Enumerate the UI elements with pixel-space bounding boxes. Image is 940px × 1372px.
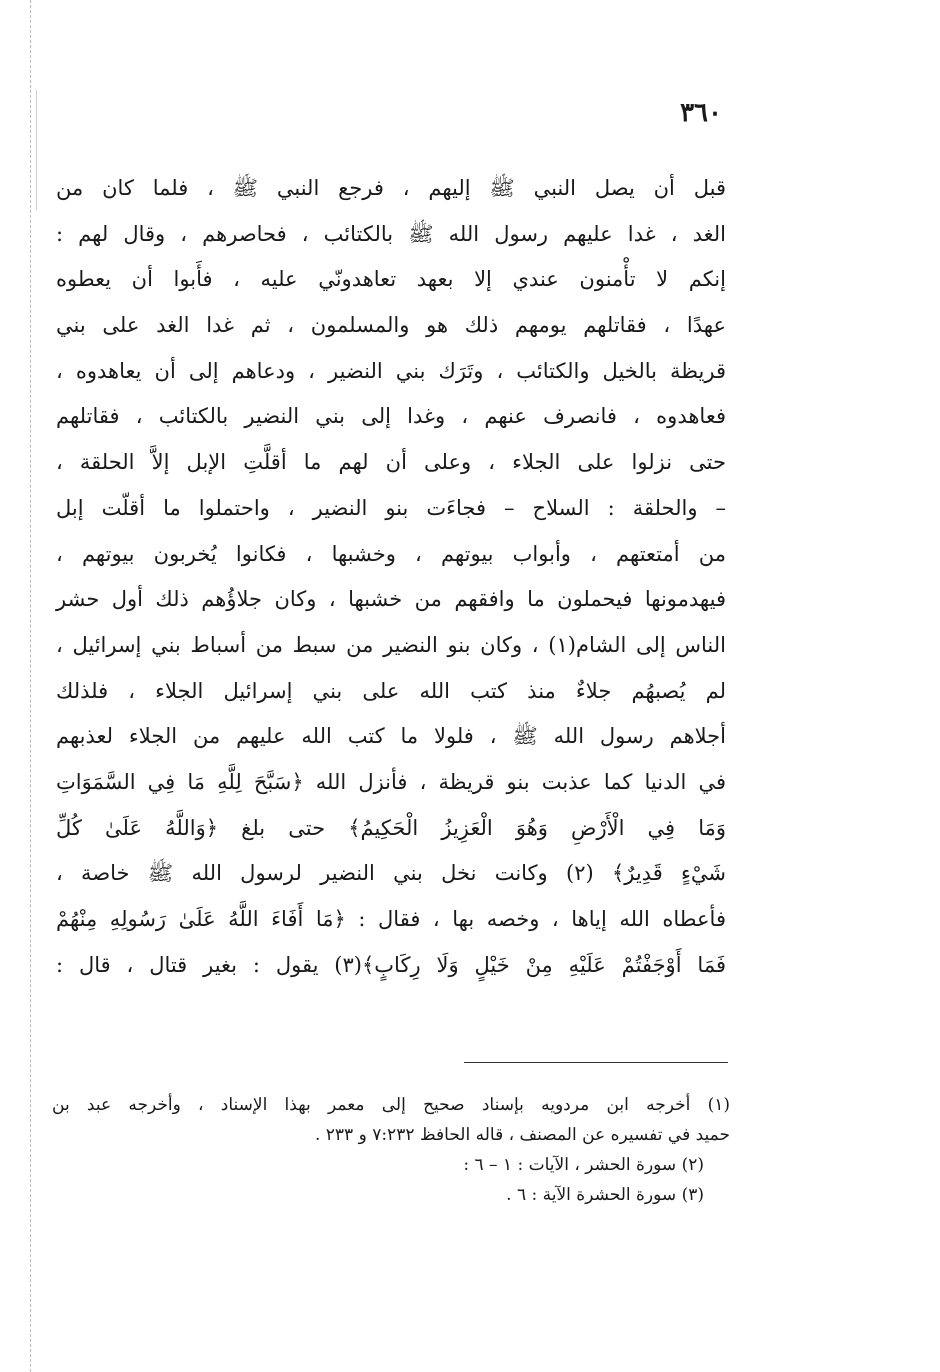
body-line: فيهدمونها فيحملون ما وافقهم من خشبها ، وكان جلاؤُهم ذلك أول حشر xyxy=(56,587,726,612)
footnotes xyxy=(52,1090,730,1210)
footnote-separator xyxy=(464,1062,728,1063)
footnote-3: (٣) سورة الحشرة الآية : ٦ . xyxy=(506,1185,704,1205)
body-line: شَيْءٍ قَدِيرٌ﴾ (٢) وكانت نخل بني النضير لرسول الله ﷺ خاصة ، xyxy=(56,861,726,886)
body-line: فأعطاه الله إياها ، وخصه بها ، فقال : ﴿مَا أَفَاءَ اللَّهُ عَلَىٰ رَسُولِهِ مِنْهُمْ xyxy=(56,907,726,931)
body-line: – والحلقة : السلاح – فجاءَت بنو النضير ، واحتملوا ما أقلّت إبل xyxy=(56,495,726,520)
body-line: أجلاهم رسول الله ﷺ ، فلولا ما كتب الله عليهم من الجلاء لعذبهم xyxy=(56,724,726,749)
body-text xyxy=(56,166,726,988)
body-line: فعاهدوه ، فانصرف عنهم ، وغدا إلى بني النضير بالكتائب ، فقاتلهم xyxy=(56,404,726,429)
body-line: لم يُصبهُم جلاءٌ منذ كتب الله على بني إسرائيل الجلاء ، فلذلك xyxy=(56,678,726,703)
footnote-1-line-2: حميد في تفسيره عن المصنف ، قاله الحافظ ٧:٢٣٢ و ٢٣٣ . xyxy=(314,1125,730,1145)
scan-edge-line xyxy=(30,0,31,1372)
body-line: في الدنيا كما عذبت بنو قريظة ، فأنزل الله ﴿سَبَّحَ لِلَّهِ مَا فِي السَّمَوَاتِ xyxy=(56,769,726,794)
body-line: الناس إلى الشام(١) ، وكان بنو النضير من سبط من أسباط بني إسرائيل ، xyxy=(56,632,727,657)
body-line: وَمَا فِي الْأَرْضِ وَهُوَ الْعَزِيزُ الْحَكِيمُ﴾ حتى بلغ ﴿وَاللَّهُ عَلَىٰ كُلِّ xyxy=(56,815,726,840)
page-number: ٣٦٠ xyxy=(680,98,722,128)
footnote-2: (٢) سورة الحشر ، الآيات : ١ – ٦ : xyxy=(463,1155,704,1175)
body-line: حتى نزلوا على الجلاء ، وعلى أن لهم ما أقلَّتِ الإبل إلاَّ الحلقة ، xyxy=(56,450,726,475)
body-line: الغد ، غدا عليهم رسول الله ﷺ بالكتائب ، فحاصرهم ، وقال لهم : xyxy=(56,221,726,246)
body-line: قبل أن يصل النبي ﷺ إليهم ، فرجع النبي ﷺ ، فلما كان من xyxy=(56,176,726,200)
body-line: قريظة بالخيل والكتائب ، وتَرَك بني النضير ، ودعاهم إلى أن يعاهدوه ، xyxy=(56,358,726,383)
body-line: عهدًا ، فقاتلهم يومهم ذلك هو والمسلمون ، ثم غدا الغد على بني xyxy=(56,313,726,338)
body-line: فَمَا أَوْجَفْتُمْ عَلَيْهِ مِنْ خَيْلٍ وَلَا رِكَابٍ﴾(٣) يقول : بغير قتال ، قال : xyxy=(56,952,726,977)
scan-edge-mark xyxy=(36,90,37,210)
body-line: إنكم لا تأْمنون عندي إلا بعهد تعاهدونّي عليه ، فأَبوا أن يعطوه xyxy=(56,267,726,292)
footnote-1-line-1: (١) أخرجه ابن مردويه بإسناد صحيح إلى معمر بهذا الإسناد ، وأخرجه عبد بن xyxy=(52,1095,730,1115)
body-line: من أمتعتهم ، وأبواب بيوتهم ، وخشبها ، فكانوا يُخربون بيوتهم ، xyxy=(56,541,726,566)
